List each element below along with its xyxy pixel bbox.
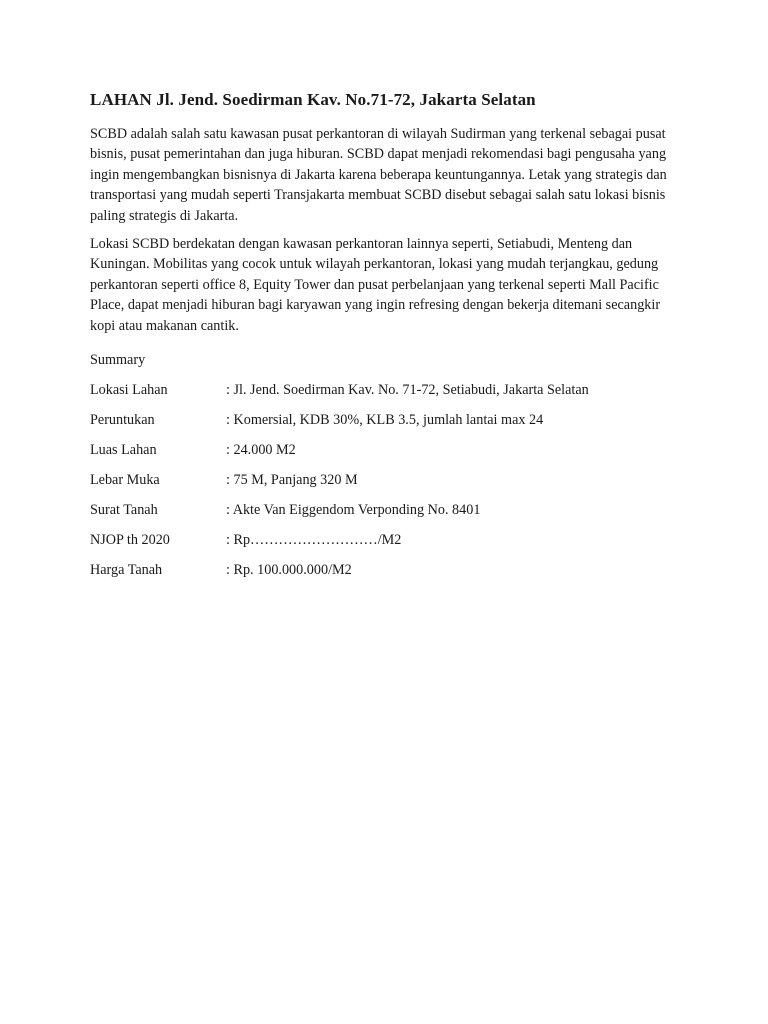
summary-heading: Summary: [90, 352, 146, 369]
summary-value: : Komersial, KDB 30%, KLB 3.5, jumlah lantai max 24: [226, 412, 544, 429]
summary-key: NJOP th 2020: [90, 532, 170, 549]
summary-key: Surat Tanah: [90, 502, 158, 519]
summary-row-peruntukan: [90, 410, 680, 440]
summary-key: Lokasi Lahan: [90, 382, 168, 399]
paragraph-scbd-overview: SCBD adalah salah satu kawasan pusat perkantoran di wilayah Sudirman yang terkenal sebagai pusat bisnis, pusat pemerintahan dan juga hiburan. SCBD dapat menjadi rekomendasi bagi pengusaha yang ingin mengembangkan bisnisnya di Jakarta karena beberapa keuntungannya. Letak yang strategis dan transportasi yang mudah seperti Transjakarta membuat SCBD disebut sebagai salah satu lokasi bisnis paling strategis di Jakarta.: [90, 126, 667, 224]
summary-key: Luas Lahan: [90, 442, 157, 459]
summary-value: : Rp………………………/M2: [226, 532, 402, 549]
summary-key: Lebar Muka: [90, 472, 160, 489]
summary-value: : Akte Van Eiggendom Verponding No. 8401: [226, 502, 481, 519]
summary-row-lokasi-lahan: [90, 380, 680, 410]
document-title: LAHAN Jl. Jend. Soedirman Kav. No.71-72, Jakarta Selatan: [90, 90, 536, 109]
summary-table: [90, 380, 680, 590]
summary-value: : 75 M, Panjang 320 M: [226, 472, 358, 489]
summary-value: : Rp. 100.000.000/M2: [226, 562, 352, 579]
summary-row-luas-lahan: [90, 440, 680, 470]
summary-key: Harga Tanah: [90, 562, 163, 579]
paragraph-scbd-location: Lokasi SCBD berdekatan dengan kawasan perkantoran lainnya seperti, Setiabudi, Menteng dan Kuningan. Mobilitas yang cocok untuk wilayah perkantoran, lokasi yang mudah terjangkau, gedung perkantoran seperti office 8, Equity Tower dan pusat perbelanjaan yang terkenal seperti Mall Pacific Place, dapat menjadi hiburan bagi karyawan yang ingin refresing dengan bekerja ditemani secangkir kopi atau makanan cantik.: [90, 236, 661, 334]
summary-key: Peruntukan: [90, 412, 155, 429]
document-page: [90, 88, 680, 590]
summary-row-harga-tanah: [90, 560, 680, 590]
summary-row-lebar-muka: [90, 470, 680, 500]
summary-value: : Jl. Jend. Soedirman Kav. No. 71-72, Setiabudi, Jakarta Selatan: [226, 382, 589, 399]
summary-value: : 24.000 M2: [226, 442, 296, 459]
summary-row-njop: [90, 530, 680, 560]
summary-row-surat-tanah: [90, 500, 680, 530]
